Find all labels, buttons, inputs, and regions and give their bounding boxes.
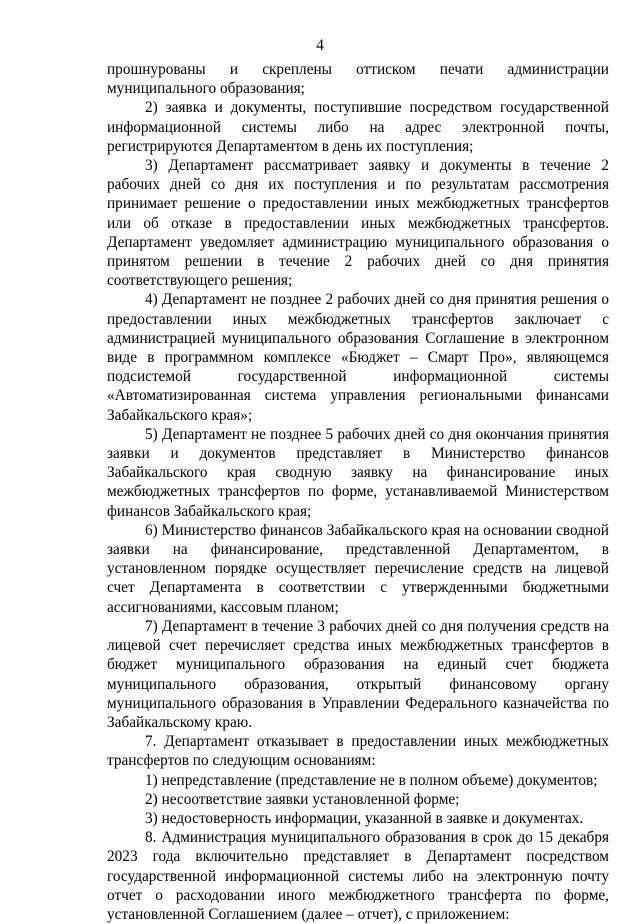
page-number: 4 — [316, 37, 324, 54]
refusal-reason-2: 2) несоответствие заявки установленной форме; — [145, 790, 460, 808]
document-body — [107, 60, 609, 924]
paragraph-item-7: 7) Департамент в течение 3 рабочих дней со дня получения средств на лицевой счет перечисляет средства иных межбюджетных трансфертов в бюджет муниципального образования на единый счет бюджета муниципального образования, открытый финансовому органу муниципального образования в Управлении Федерального казначейства по Забайкальскому краю. — [107, 617, 609, 731]
paragraph-item-4: 4) Департамент не позднее 2 рабочих дней со дня принятия решения о предоставлении иных межбюджетных трансфертов заключает с администрацией муниципального образования Соглашение в электронном виде в программном комплексе «Бюджет – Смарт Про», являющемся подсистемой государственной информационной системы «Автоматизированная система управления региональными финансами Забайкальского края»; — [107, 291, 609, 424]
paragraph-item-3: 3) Департамент рассматривает заявку и документы в течение 2 рабочих дней со дня их поступления и по результатам рассмотрения принимает решение о предоставлении иных межбюджетных трансфертов или об отказе в предоставлении иных межбюджетных трансфертов. Департамент уведомляет администрацию муниципального образования о принятом решении в течение 2 рабочих дней со дня принятия соответствующего решения; — [107, 157, 609, 290]
paragraph-item-2: 2) заявка и документы, поступившие посредством государственной информационной системы либо на адрес электронной почты, регистрируются Департаментом в день их поступления; — [107, 99, 609, 155]
refusal-reason-1: 1) непредставление (представление не в полном объеме) документов; — [145, 771, 598, 789]
paragraph-item-5: 5) Департамент не позднее 5 рабочих дней со дня окончания принятия заявки и документов представляет в Министерство финансов Забайкальского края сводную заявку на финансирование иных межбюджетных трансфертов по форме, устанавливаемой Министерством финансов Забайкальского края; — [107, 425, 609, 520]
refusal-reason-3: 3) недостоверность информации, указанной в заявке и документах. — [145, 809, 584, 827]
paragraph-item-6: 6) Министерство финансов Забайкальского края на основании сводной заявки на финансирование, представленной Департаментом, в установленном порядке осуществляет перечисление средств на лицевой счет Департамента в соответствии с утвержденными бюджетными ассигнованиями, кассовым планом; — [107, 521, 609, 616]
paragraph-continuation: прошнурованы и скреплены оттиском печати администрации муниципального образования; — [107, 61, 609, 98]
section-8-paragraph: 8. Администрация муниципального образования в срок до 15 декабря 2023 года включительно представляет в Департамент посредством государственной информационной системы либо на электронную почту отчет о расходовании иного межбюджетного трансферта по форме, установленной Соглашением (далее – отчет), с приложением: — [107, 829, 609, 923]
section-7-heading: 7. Департамент отказывает в предоставлении иных межбюджетных трансфертов по следующим основаниям: — [107, 733, 609, 770]
